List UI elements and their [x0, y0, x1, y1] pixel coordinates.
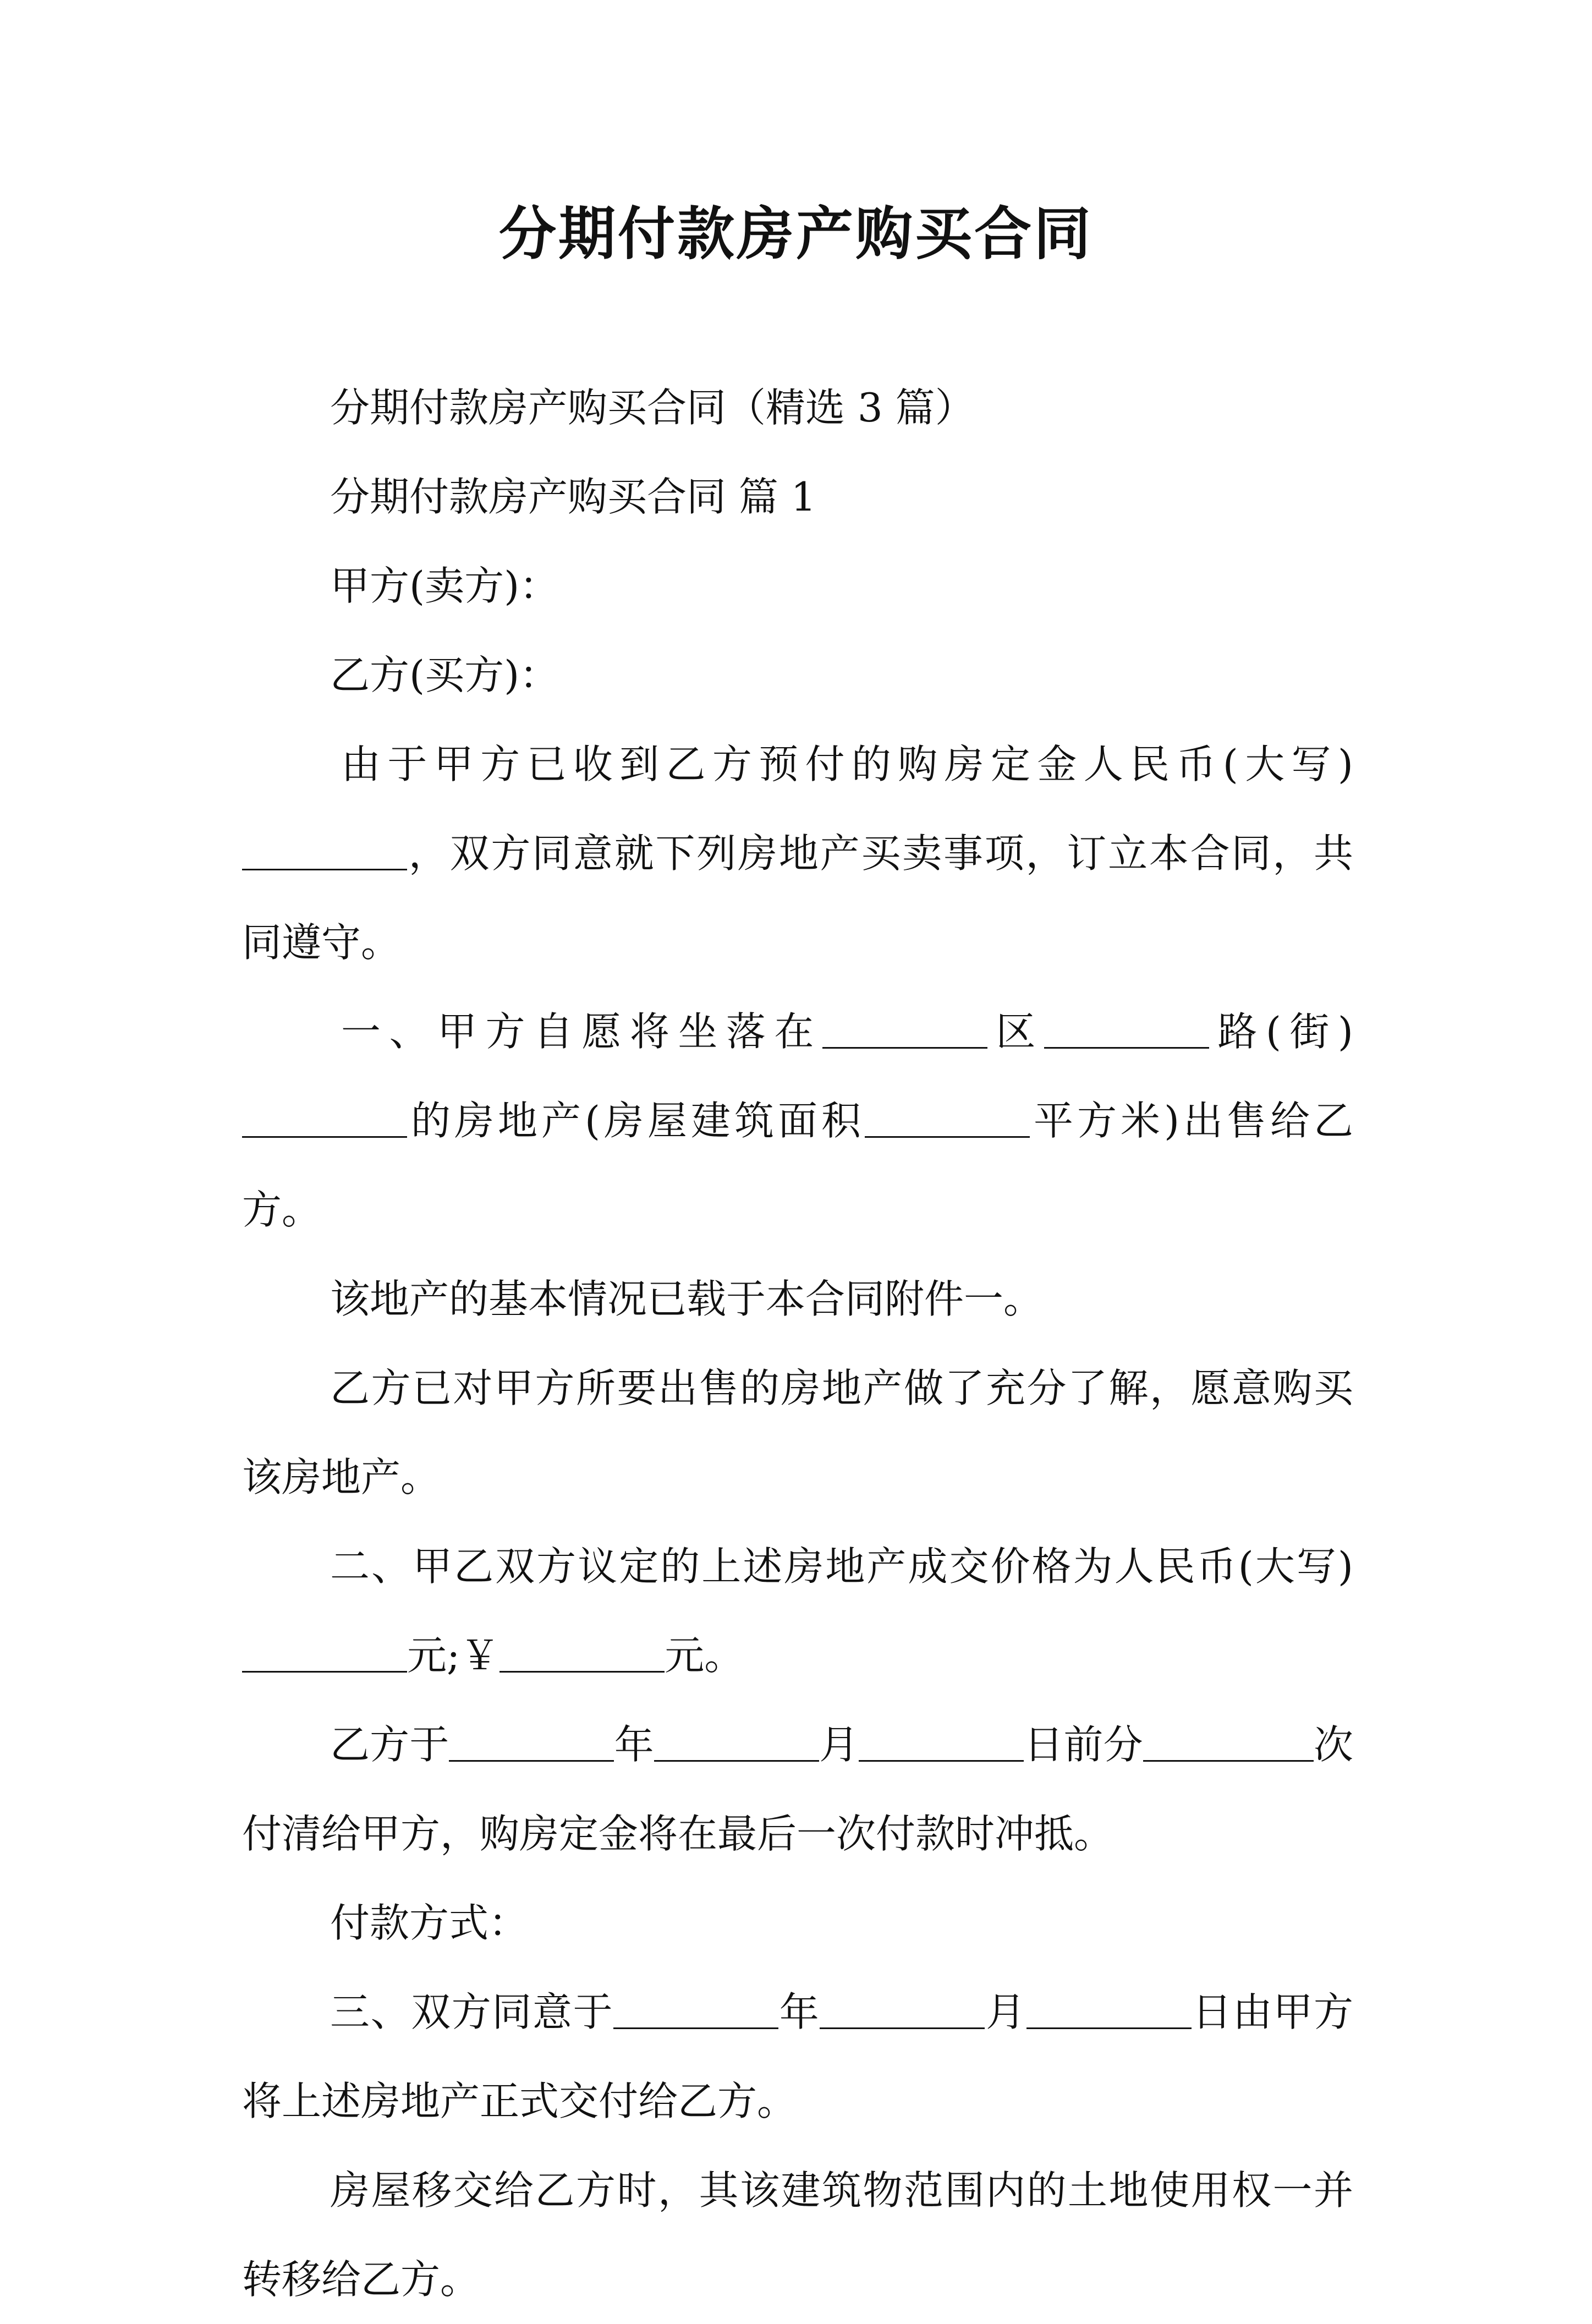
- clause-1-text-d: 的房地产(房屋建筑面积: [407, 1098, 865, 1144]
- handover-month-blank: [820, 1994, 985, 2029]
- party-a-line: 甲方(卖方)：: [330, 563, 559, 609]
- handover-paragraph: 房屋移交给乙方时，其该建筑物范围内的土地使用权一并转移给乙方。: [242, 2167, 1353, 2303]
- payment-month-label: 月: [819, 1722, 859, 1768]
- clause-3-paragraph: [242, 1967, 1353, 2146]
- clause-1-text-e: 平方米)出售给乙方。: [242, 1098, 1353, 1233]
- handover-year-blank: [613, 1994, 778, 2029]
- payment-year-label: 年: [614, 1722, 654, 1768]
- payment-day-label: 日前分: [1024, 1722, 1143, 1768]
- pay-day-blank: [859, 1727, 1024, 1762]
- clause-2-text-c: 元。: [665, 1632, 744, 1679]
- intro-paragraph: [242, 720, 1353, 987]
- clause-1-understanding: 乙方已对甲方所要出售的房地产做了充分了解，愿意购买该房地产。: [242, 1365, 1353, 1500]
- area-blank: [865, 1103, 1030, 1138]
- intro-text-1: 由于甲方已收到乙方预付的购房定金人民币(大写): [341, 741, 1353, 787]
- price-number-blank: [499, 1638, 665, 1673]
- part-heading: 分期付款房产购买合同 篇 1: [330, 474, 816, 520]
- deposit-blank: [242, 836, 407, 870]
- pay-year-blank: [449, 1727, 614, 1762]
- intro-text-2: ，双方同意就下列房地产买卖事项，订立本合同，共同遵守。: [242, 830, 1353, 966]
- pay-month-blank: [654, 1727, 819, 1762]
- road-blank: [1044, 1014, 1209, 1049]
- clause-3-text-a: 三、双方同意于: [330, 1989, 614, 2035]
- installments-blank: [1143, 1727, 1314, 1762]
- clause-3-year-label: 年: [778, 1989, 820, 2035]
- clause-1-text-a: 一、甲方自愿将坐落在: [341, 1008, 822, 1055]
- payment-paragraph: [242, 1700, 1353, 1878]
- clause-1-text-b: 区: [987, 1008, 1044, 1055]
- clause-1-note: 该地产的基本情况已载于本合同附件一。: [330, 1276, 1044, 1322]
- subtitle-line: 分期付款房产购买合同（精选 3 篇）: [330, 385, 975, 431]
- street-number-blank: [242, 1103, 407, 1138]
- clause-1-paragraph: [242, 987, 1353, 1254]
- document-title: 分期付款房产购买合同: [498, 200, 1093, 267]
- document-body: [242, 363, 1353, 2324]
- clause-2-text-a: 二、甲乙双方议定的上述房地产成交价格为人民币(大写): [330, 1543, 1353, 1589]
- clause-1-text-c: 路(街): [1209, 1008, 1353, 1055]
- clause-3-text-b: 日由甲方将上述房地产正式交付给乙方。: [242, 1989, 1353, 2124]
- clause-2-text-b: 元;￥: [407, 1632, 500, 1679]
- handover-day-blank: [1026, 1994, 1192, 2029]
- clause-2-paragraph: [242, 1522, 1353, 1700]
- payment-method-line: 付款方式：: [330, 1900, 529, 1946]
- party-b-line: 乙方(买方)：: [330, 652, 559, 698]
- payment-text-a: 乙方于: [330, 1722, 449, 1768]
- district-blank: [822, 1014, 987, 1049]
- payment-text-b: 次付清给甲方，购房定金将在最后一次付款时冲抵。: [242, 1722, 1353, 1857]
- price-words-blank: [242, 1638, 407, 1673]
- clause-3-month-label: 月: [985, 1989, 1026, 2035]
